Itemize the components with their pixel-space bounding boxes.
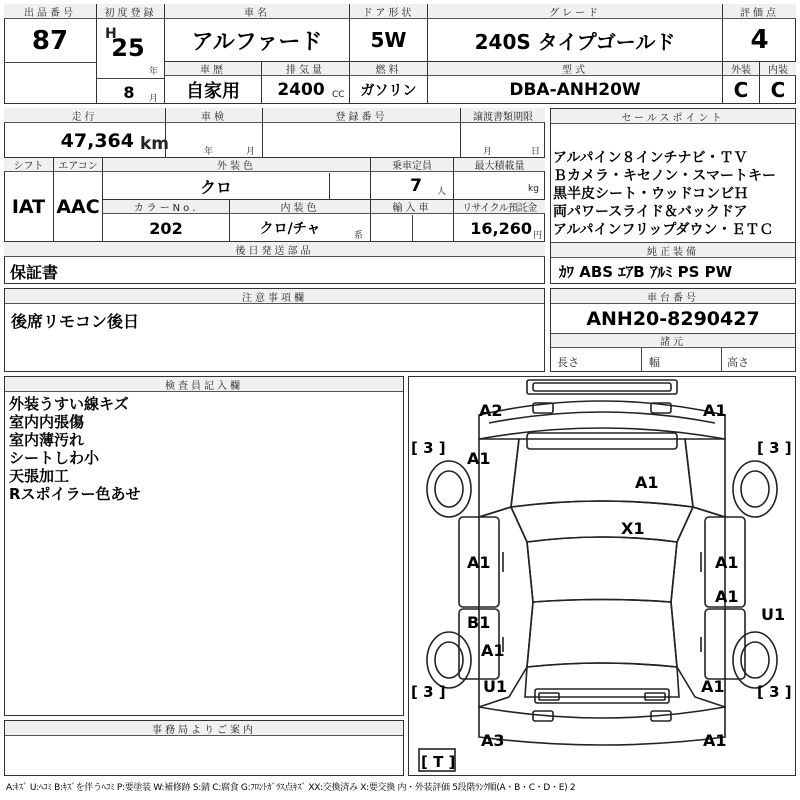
damage-a1-side-left: A1 [467, 553, 491, 572]
office-panel [4, 720, 404, 776]
delivery-cell [4, 242, 545, 284]
shift: IAT [11, 196, 46, 218]
color-cell [103, 158, 371, 200]
interior-label: 内装色 [230, 200, 370, 214]
car-name-label: 車名 [165, 4, 349, 19]
office-label: 事務局よりご案内 [5, 721, 403, 736]
sales-point: Ｂカメラ・キセノン・スマートキー [553, 168, 777, 184]
cc-unit: CC [332, 90, 345, 100]
color-no-cell [103, 200, 230, 242]
int-label: 内装 [760, 62, 796, 76]
door-type: 5W [370, 28, 407, 52]
dims-label: 諸元 [551, 334, 795, 348]
inspector-notes [9, 395, 141, 503]
notes-label: 注意事項欄 [5, 289, 544, 304]
damage-a1-front-right: A1 [703, 401, 727, 420]
grade: 240S タイプゴールド [474, 29, 676, 54]
ext-label: 外装 [723, 62, 759, 76]
recycle-cell [454, 200, 545, 242]
damage-a1-roof: A1 [635, 473, 659, 492]
color-no-label: カラーNo. [103, 200, 229, 214]
fuel: ガソリン [360, 83, 417, 99]
sales-points-list [553, 149, 776, 239]
transfer-day-unit: 日 [531, 147, 541, 157]
delivery-label: 後日発送部品 [4, 242, 545, 257]
model: DBA-ANH20W [509, 80, 641, 100]
reg-month: 8 [123, 82, 135, 102]
notes-text: 後席リモコン後日 [11, 312, 140, 331]
damage-a1-rear-left: A1 [481, 641, 505, 660]
tire-tread-front-right: [ 3 ] [757, 439, 792, 457]
inspector-label: 検査員記入欄 [5, 377, 403, 392]
legend: A:ｷｽﾞ U:ﾍｺﾐ B:ｷｽﾞを伴うﾍｺﾐ P:要塗装 W:補修跡 S:錆 C:腐食 G:ﾌﾛﾝﾄｶﾞﾗｽ点ｷｽﾞ XX:交換済み X:要交換 内・外装評価 5段階ﾗﾝｸ順(A・B・C・D・E) 2 [6, 783, 576, 793]
reg-era: H [105, 26, 117, 42]
sales-point: 黒半皮シート・ウッドコンビＨ [553, 186, 749, 202]
grade-label: グレード [428, 4, 722, 19]
damage-a1-fender-left: A1 [467, 449, 491, 468]
damage-b1-rear-side-left: B1 [467, 613, 491, 632]
ext-grade: C [733, 78, 749, 102]
car-diagram-panel [408, 376, 796, 776]
int-grade: C [770, 78, 786, 102]
inspector-panel [4, 376, 404, 716]
year-unit: 年 [149, 67, 159, 77]
grade-cell [428, 4, 723, 62]
inspector-note: 室内薄汚れ [9, 431, 85, 449]
registration-cell [97, 4, 165, 104]
color-label: 外装色 [103, 158, 370, 172]
import-cell [371, 200, 454, 242]
sales-point: アルパイン８インチナビ・ＴＶ [553, 150, 748, 166]
model-cell [428, 62, 723, 104]
transfer-cell [461, 108, 545, 158]
damage-x1-roof: X1 [621, 519, 645, 538]
inspection-year-unit: 年 [204, 147, 214, 157]
spare-tire: [ T ] [421, 753, 456, 771]
capacity-label: 乗車定員 [371, 158, 453, 172]
door-label: ドア形状 [350, 4, 427, 19]
reg-year: 25 [111, 34, 145, 62]
yen-unit: 円 [533, 231, 543, 241]
mileage-label: 走行 [4, 108, 165, 123]
damage-a2-front-left: A2 [479, 401, 503, 420]
transfer-label: 譲渡書類期限 [461, 108, 545, 123]
damage-a1-rear-side-right: A1 [715, 587, 739, 606]
damage-u1-rear-right: U1 [761, 605, 786, 624]
capacity: 7 [410, 176, 422, 196]
sales-point: 両パワースライド＆バックドア [553, 204, 748, 220]
history: 自家用 [186, 81, 240, 102]
sales-points-panel [550, 108, 796, 284]
capacity-cell [371, 158, 454, 200]
height-label: 高さ [727, 356, 749, 369]
load-label: 最大積載量 [454, 158, 545, 172]
chassis-panel [550, 288, 796, 372]
length-label: 長さ [557, 356, 579, 369]
interior-unit: 系 [354, 231, 364, 241]
registration-label: 初度登録 [97, 4, 164, 19]
plate-cell [263, 108, 461, 158]
ext-grade-cell [723, 62, 760, 104]
inspector-note: Rスポイラー色あせ [9, 485, 141, 503]
tire-tread-rear-left: [ 3 ] [411, 683, 446, 701]
damage-a3-rear-bumper: A3 [481, 731, 505, 750]
displacement: 2400 [277, 80, 325, 100]
inspector-note: 天張加工 [9, 467, 70, 485]
lot-label: 出品番号 [4, 4, 96, 19]
equipment: ｶﾜ ABS ｴｱB ｱﾙﾐ PS PW [559, 263, 733, 281]
capacity-unit: 人 [437, 187, 447, 197]
inspection-cell [166, 108, 263, 158]
score-cell [723, 4, 796, 62]
damage-u1-rear-left: U1 [483, 677, 508, 696]
history-label: 車歴 [165, 62, 261, 76]
chassis-label: 車台番号 [551, 289, 795, 304]
inspector-note: シートしわ小 [9, 449, 100, 467]
sales-points-label: セールスポイント [551, 109, 795, 124]
car-name-cell [165, 4, 350, 62]
fuel-cell [350, 62, 428, 104]
lot-number: 87 [31, 26, 69, 56]
recycle-label: リサイクル預託金 [454, 200, 545, 214]
chassis-number: ANH20-8290427 [586, 308, 760, 330]
transfer-month-unit: 月 [483, 147, 493, 157]
car-diagram [409, 377, 795, 775]
displacement-label: 排気量 [262, 62, 349, 76]
mileage: 47,364 [60, 130, 134, 152]
inspector-note: 室内内張傷 [9, 413, 85, 431]
delivery-parts: 保証書 [10, 263, 59, 282]
door-cell [350, 4, 428, 62]
load-unit: kg [528, 184, 539, 194]
color-no: 202 [149, 218, 183, 238]
score: 4 [750, 25, 769, 55]
interior-color: クロ/チャ [259, 221, 321, 237]
notes-panel [4, 288, 545, 372]
interior-cell [230, 200, 371, 242]
color: クロ [103, 173, 330, 199]
width-label: 幅 [649, 356, 660, 369]
tire-tread-rear-right: [ 3 ] [757, 683, 792, 701]
inspection-month-unit: 月 [246, 147, 256, 157]
recycle-fee: 16,260 [470, 218, 532, 238]
plate-label: 登録番号 [263, 108, 460, 123]
displacement-cell [262, 62, 350, 104]
month-unit: 月 [149, 94, 159, 104]
score-label: 評価点 [723, 4, 796, 19]
km-unit: km [140, 134, 170, 154]
shift-label: シフト [4, 158, 53, 172]
inspection-label: 車検 [166, 108, 262, 123]
ac-label: エアコン [54, 158, 102, 172]
ac-cell [54, 158, 103, 242]
history-cell [165, 62, 262, 104]
damage-a1-side-right: A1 [715, 553, 739, 572]
damage-a1-rear-bumper-right: A1 [703, 731, 727, 750]
equipment-label: 純正装備 [551, 243, 795, 258]
shift-cell [4, 158, 54, 242]
load-cell [454, 158, 545, 200]
fuel-label: 燃料 [350, 62, 427, 76]
int-grade-cell [760, 62, 796, 104]
damage-a1-rear-quarter-right: A1 [701, 677, 725, 696]
sales-point: アルパインフリップダウン・ＥＴＣ [553, 222, 774, 238]
mileage-cell [4, 108, 170, 158]
tire-tread-front-left: [ 3 ] [411, 439, 446, 457]
lot-cell [4, 4, 97, 104]
ac: AAC [56, 196, 100, 218]
inspector-note: 外装うすい線キズ [9, 395, 129, 413]
import-label: 輸入車 [371, 200, 453, 214]
model-label: 型式 [428, 62, 722, 76]
car-name: アルファード [191, 29, 323, 55]
